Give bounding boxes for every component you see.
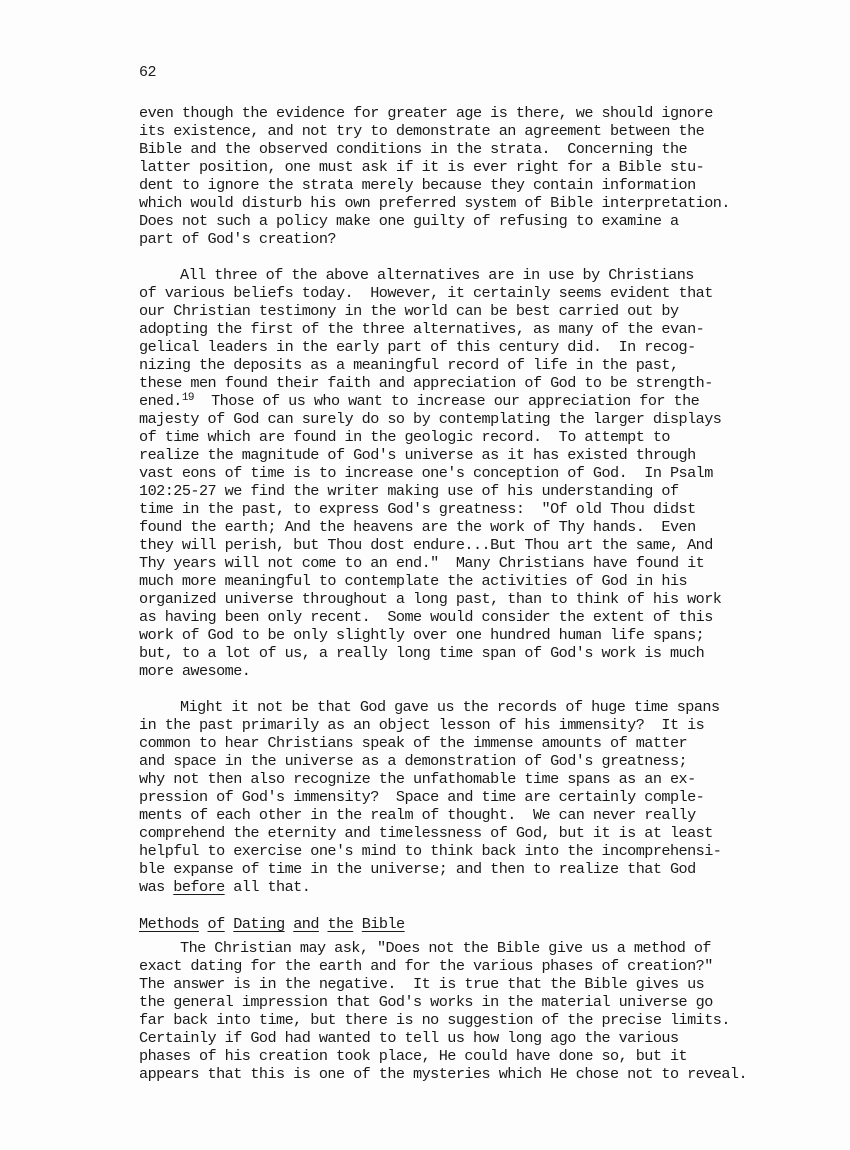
text-line: Might it not be that God gave us the records of huge time spans (180, 698, 720, 716)
heading-word: and (293, 915, 319, 933)
text-line: our Christian testimony in the world can be best carried out by (139, 302, 679, 320)
heading-word: Dating (233, 915, 285, 933)
text-line: pression of God's immensity? Space and time are certainly comple- (139, 788, 705, 806)
text-line: why not then also recognize the unfathomable time spans as an ex- (139, 770, 696, 788)
text-line: the general impression that God's works in the material universe go (139, 993, 713, 1011)
text-line: even though the evidence for greater age is there, we should ignore (139, 104, 713, 122)
text-line: Bible and the observed conditions in the strata. Concerning the (139, 140, 688, 158)
text-line: ments of each other in the realm of thought. We can never really (139, 806, 696, 824)
text-line: 102:25-27 we find the writer making use of his understanding of (139, 482, 679, 500)
text-line: phases of his creation took place, He could have done so, but it (139, 1047, 688, 1065)
emphasized-word: before (173, 878, 225, 896)
text-line: much more meaningful to contemplate the activities of God in his (139, 572, 688, 590)
text-line (139, 392, 699, 410)
text-fragment: was (139, 878, 174, 896)
text-line: Certainly if God had wanted to tell us how long ago the various (139, 1029, 679, 1047)
text-line: The answer is in the negative. It is true that the Bible gives us (139, 975, 705, 993)
text-line (139, 878, 310, 896)
text-line: helpful to exercise one's mind to think back into the incomprehensi- (139, 842, 722, 860)
text-line: found the earth; And the heavens are the work of Thy hands. Even (139, 518, 696, 536)
text-line: part of God's creation? (139, 230, 336, 248)
heading-word: Bible (361, 915, 405, 933)
text-line: of various beliefs today. However, it certainly seems evident that (139, 284, 713, 302)
text-line: The Christian may ask, "Does not the Bible give us a method of (180, 939, 711, 957)
text-line: more awesome. (139, 662, 251, 680)
text-line: but, to a lot of us, a really long time span of God's work is much (139, 644, 705, 662)
text-line: majesty of God can surely do so by contemplating the larger displays (139, 410, 722, 428)
heading-word: Methods (139, 915, 199, 933)
text-fragment: Those of us who want to increase our appreciation for the (211, 392, 700, 410)
page-number: 62 (139, 64, 156, 81)
text-line: latter position, one must ask if it is ever right for a Bible stu- (139, 158, 705, 176)
text-fragment: all that. (224, 878, 311, 896)
text-line: Thy years will not come to an end." Many Christians have found it (139, 554, 705, 572)
heading-word: the (327, 915, 354, 933)
text-line: which would disturb his own preferred system of Bible interpretation. (139, 194, 730, 212)
text-line: far back into time, but there is no suggestion of the precise limits. (139, 1011, 730, 1029)
text-line: in the past primarily as an object lesson of his immensity? It is (139, 716, 705, 734)
text-line: exact dating for the earth and for the various phases of creation?" (139, 957, 713, 975)
text-line: of time which are found in the geologic record. To attempt to (139, 428, 670, 446)
text-line: and space in the universe as a demonstration of God's greatness; (139, 752, 688, 770)
text-line: Does not such a policy make one guilty of refusing to examine a (139, 212, 679, 230)
text-line: its existence, and not try to demonstrate an agreement between the (139, 122, 705, 140)
text-line: organized universe throughout a long past, than to think of his work (139, 590, 722, 608)
text-line: vast eons of time is to increase one's conception of God. In Psalm (139, 464, 713, 482)
section-heading (139, 915, 405, 933)
text-fragment: ened. (139, 392, 182, 410)
text-line: they will perish, but Thou dost endure...But Thou art the same, And (139, 536, 713, 554)
text-line: dent to ignore the strata merely because they contain information (139, 176, 696, 194)
text-line: All three of the above alternatives are in use by Christians (180, 266, 694, 284)
text-line: realize the magnitude of God's universe as it has existed through (139, 446, 696, 464)
text-line: time in the past, to express God's greatness: "Of old Thou didst (139, 500, 696, 518)
text-line: nizing the deposits as a meaningful record of life in the past, (139, 356, 679, 374)
text-line: gelical leaders in the early part of this century did. In recog- (139, 338, 696, 356)
text-line: ble expanse of time in the universe; and then to realize that God (139, 860, 696, 878)
text-line: as having been only recent. Some would consider the extent of this (139, 608, 713, 626)
text-line: these men found their faith and appreciation of God to be strength- (139, 374, 713, 392)
text-line: appears that this is one of the mysteries which He chose not to reveal. (139, 1065, 748, 1083)
text-line: adopting the first of the three alternatives, as many of the evan- (139, 320, 705, 338)
text-line: comprehend the eternity and timelessness of God, but it is at least (139, 824, 713, 842)
heading-word: of (207, 915, 225, 933)
text-line: work of God to be only slightly over one hundred human life spans; (139, 626, 705, 644)
footnote-marker: 19 (181, 392, 194, 404)
text-line: common to hear Christians speak of the immense amounts of matter (139, 734, 688, 752)
